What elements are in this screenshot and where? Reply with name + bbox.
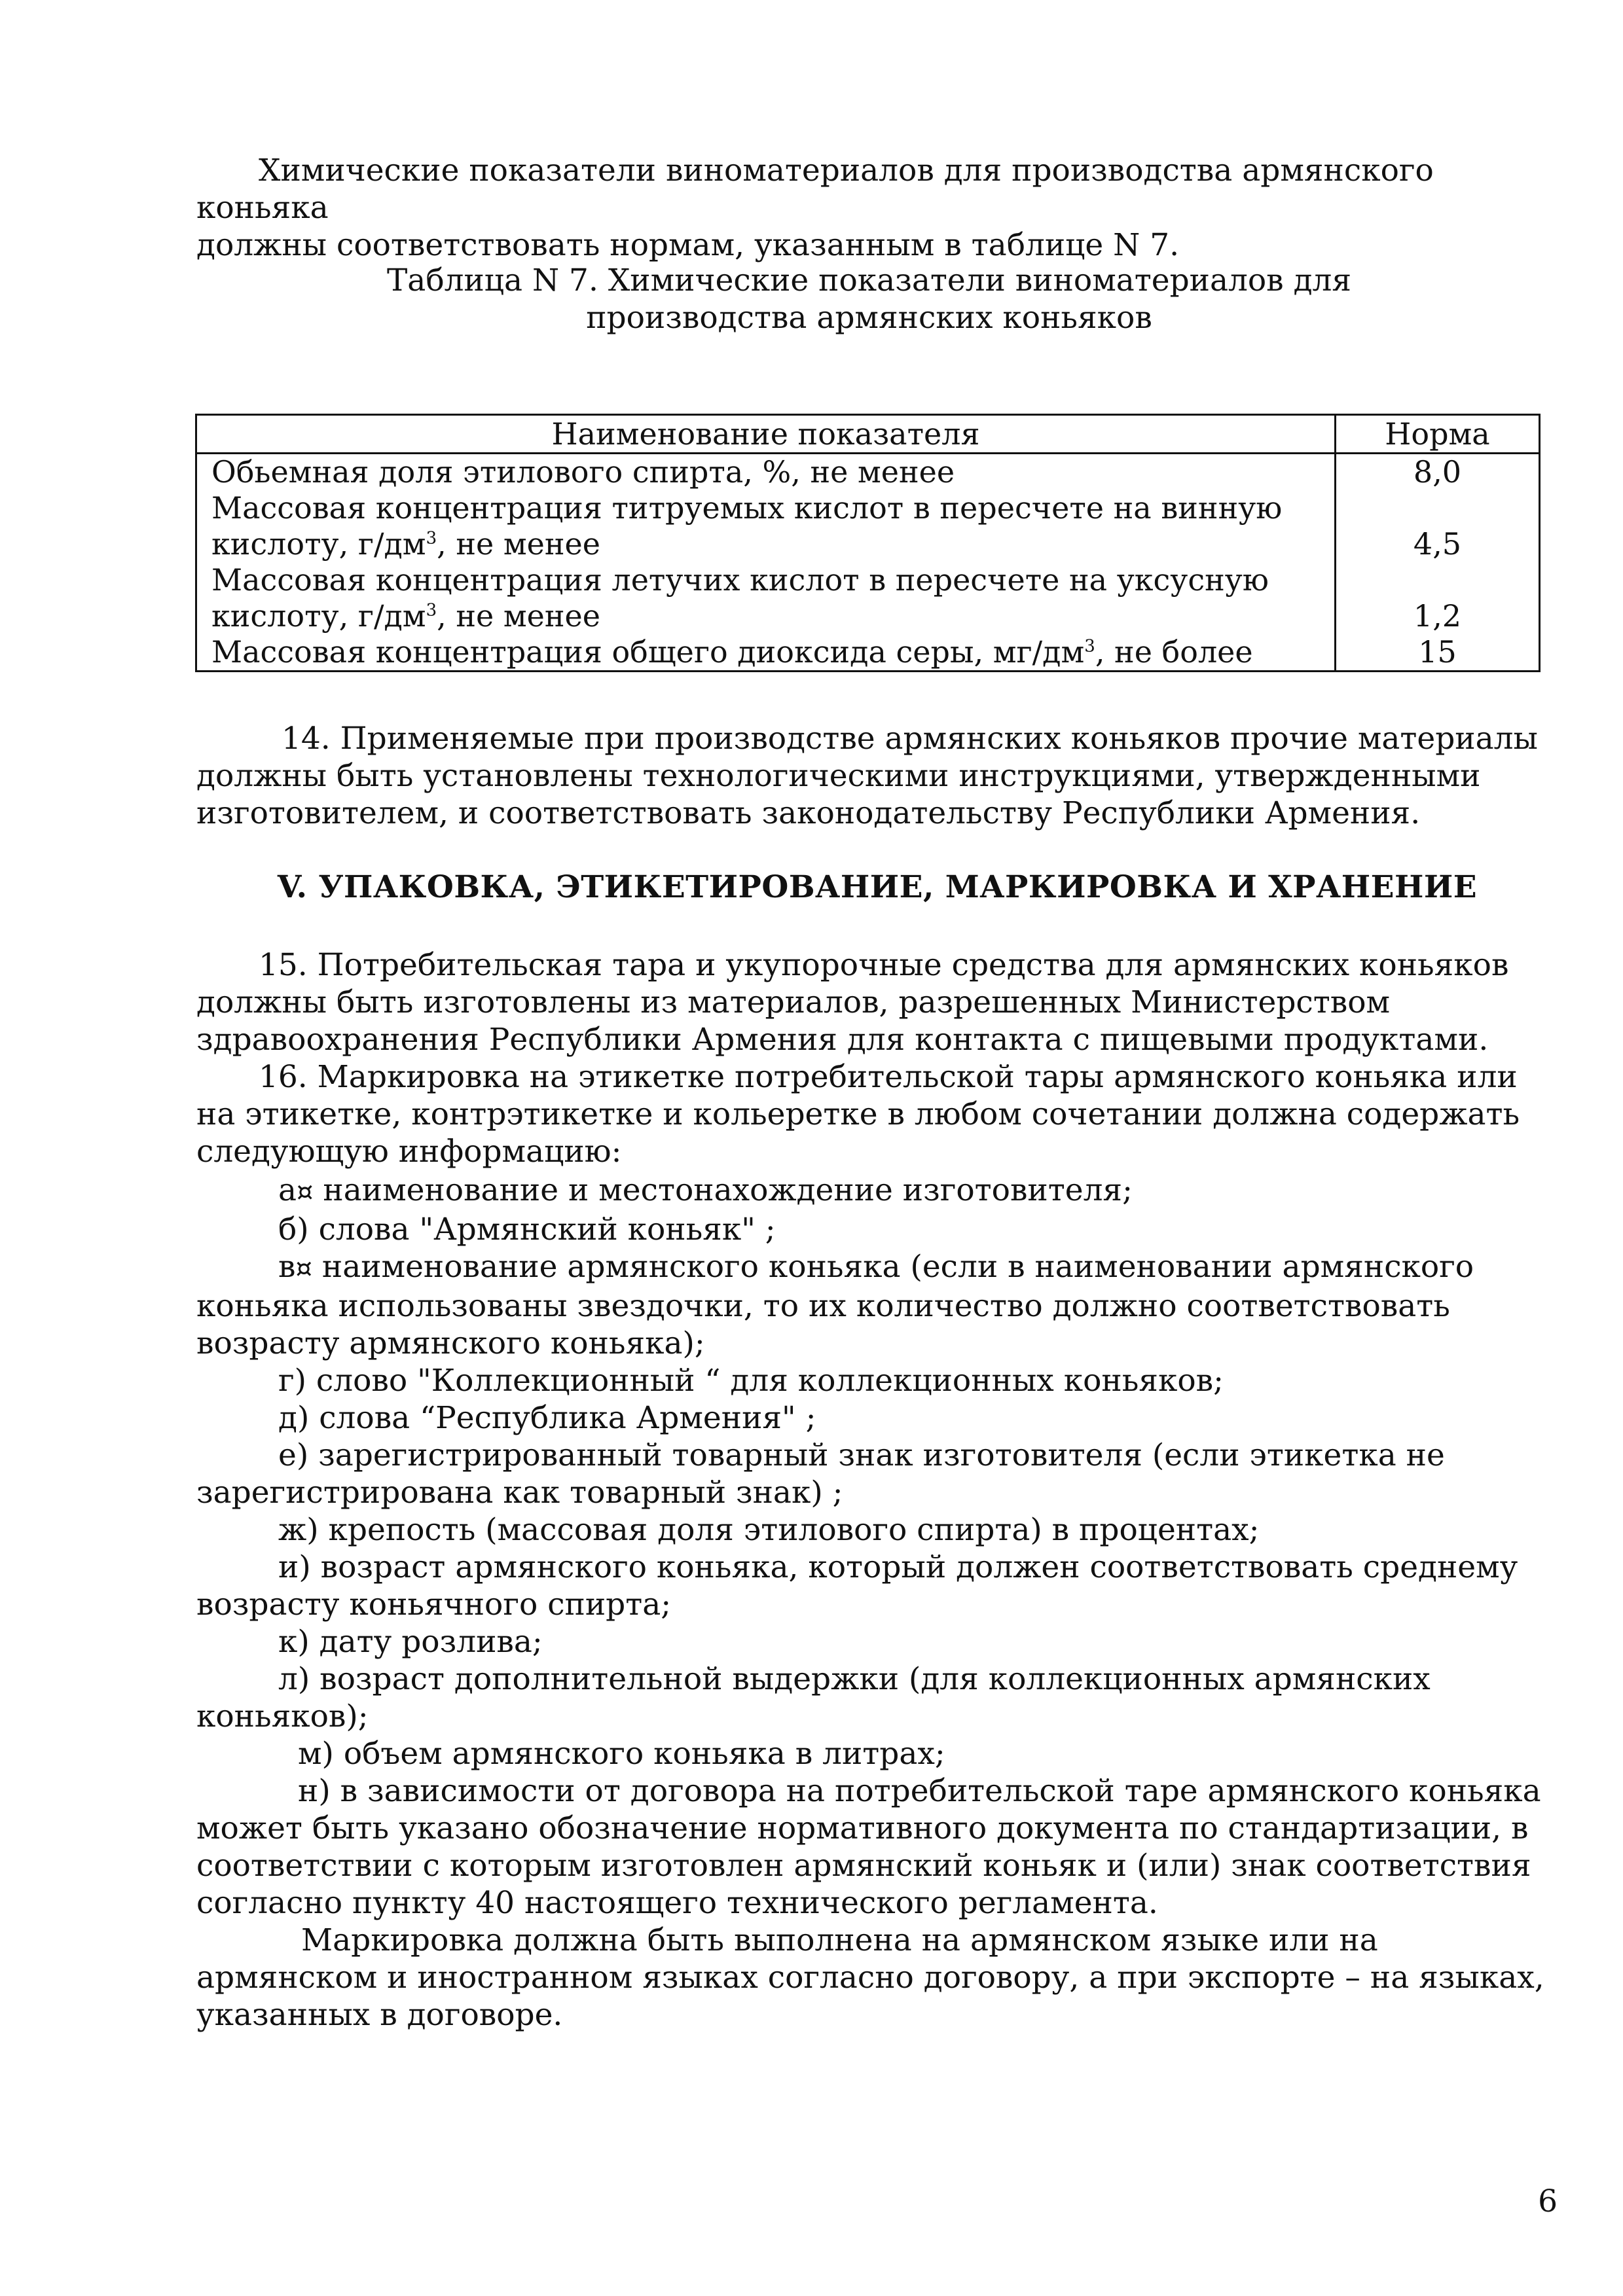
list-item: в¤ наименование армянского коньяка (если в наименовании армянского коньяка использованы звездочки, то их количество должно соответствовать возрасту армянского коньяка); <box>196 1249 1474 1361</box>
row-name: Массовая концентрация общего диоксида серы, $мг/дм^3$, не более <box>196 634 1336 672</box>
table-row <box>196 490 1540 562</box>
table-row <box>196 634 1540 672</box>
list-item: ж) крепость (массовая доля этилового спирта) в процентах; <box>278 1512 1260 1548</box>
list-item: а¤ наименование и местонахождение изготовителя; <box>278 1172 1133 1208</box>
intro-paragraph <box>196 152 1558 264</box>
paragraph-16: 16. Маркировка на этикетке потребительской тары армянского коньяка или на этикетке, контрэтикетке и кольеретке в любом сочетании должна содержать следующую информацию: <box>196 1059 1520 1170</box>
list-item: м) объем армянского коньяка в литрах; <box>298 1736 945 1772</box>
list-item: и) возраст армянского коньяка, который должен соответствовать среднему возрасту коньячного спирта; <box>196 1549 1518 1623</box>
list-item: л) возраст дополнительной выдержки (для коллекционных армянских коньяков); <box>196 1661 1431 1734</box>
list-item: н) в зависимости от договора на потребительской таре армянского коньяка может быть указано обозначение нормативного документа по стандартизации, в соответствии с которым изготовлен армянский коньяк и (или) знак соответствия согласно пункту 40 настоящего технического регламента. <box>196 1773 1541 1921</box>
row-name: Обьемная доля этилового спирта, %, не менее <box>196 454 1336 491</box>
closing-paragraph: Маркировка должна быть выполнена на армянском языке или на армянском и иностранном языках согласно договору, а при экспорте – на языках, указанных в договоре. <box>196 1922 1544 2033</box>
section-heading: V. УПАКОВКА, ЭТИКЕТИРОВАНИЕ, МАРКИРОВКА И ХРАНЕНИЕ <box>277 869 1478 905</box>
row-norm: 4,5 <box>1336 490 1540 562</box>
list-item: д) слова “Республика Армения" ; <box>278 1400 816 1436</box>
marking-items-list <box>196 1172 1558 2034</box>
table-row <box>196 562 1540 634</box>
paragraph-15: 15. Потребительская тара и укупорочные средства для армянских коньяков должны быть изготовлены из материалов, разрешенных Министерством здравоохранения Республики Армения для контакта с пищевыми продуктами. <box>196 947 1509 1058</box>
page-number: 6 <box>1538 2183 1558 2219</box>
row-name: Массовая концентрация титруемых кислот в пересчете на винную кислоту, $г/дм^3$, не менее <box>196 490 1336 562</box>
paragraph-14: 14. Применяемые при производстве армянских коньяков прочие материалы должны быть установлены технологическими инструкциями, утвержденными изготовителем, и соответствовать законодательству Республики Армения. <box>196 721 1538 831</box>
row-norm: 15 <box>1336 634 1540 672</box>
row-norm: 8,0 <box>1336 454 1540 491</box>
table-caption <box>196 262 1542 336</box>
header-indicator-name: Наименование показателя <box>196 415 1336 454</box>
intro-line-2: должны соответствовать нормам, указанным в таблице N 7. <box>196 227 1180 263</box>
list-item: б) слова "Армянский коньяк" ; <box>278 1211 776 1247</box>
list-item: к) дату розлива; <box>278 1624 543 1660</box>
header-norm: Норма <box>1336 415 1540 454</box>
chemical-indicators-table <box>195 414 1541 672</box>
row-name: Массовая концентрация летучих кислот в пересчете на уксусную кислоту, $г/дм^3$, не менее <box>196 562 1336 634</box>
row-norm: 1,2 <box>1336 562 1540 634</box>
list-item: е) зарегистрированный товарный знак изготовителя (если этикетка не зарегистрирована как товарный знак) ; <box>196 1437 1445 1511</box>
table-caption-line-1: Таблица N 7. Химические показатели виноматериалов для <box>386 262 1352 298</box>
table-header-row <box>196 415 1540 454</box>
table-row <box>196 454 1540 491</box>
table-caption-line-2: производства армянских коньяков <box>586 300 1152 336</box>
intro-line-1: Химические показатели виноматериалов для производства армянского коньяка <box>196 152 1434 226</box>
list-item: г) слово "Коллекционный “ для коллекционных коньяков; <box>278 1363 1224 1399</box>
